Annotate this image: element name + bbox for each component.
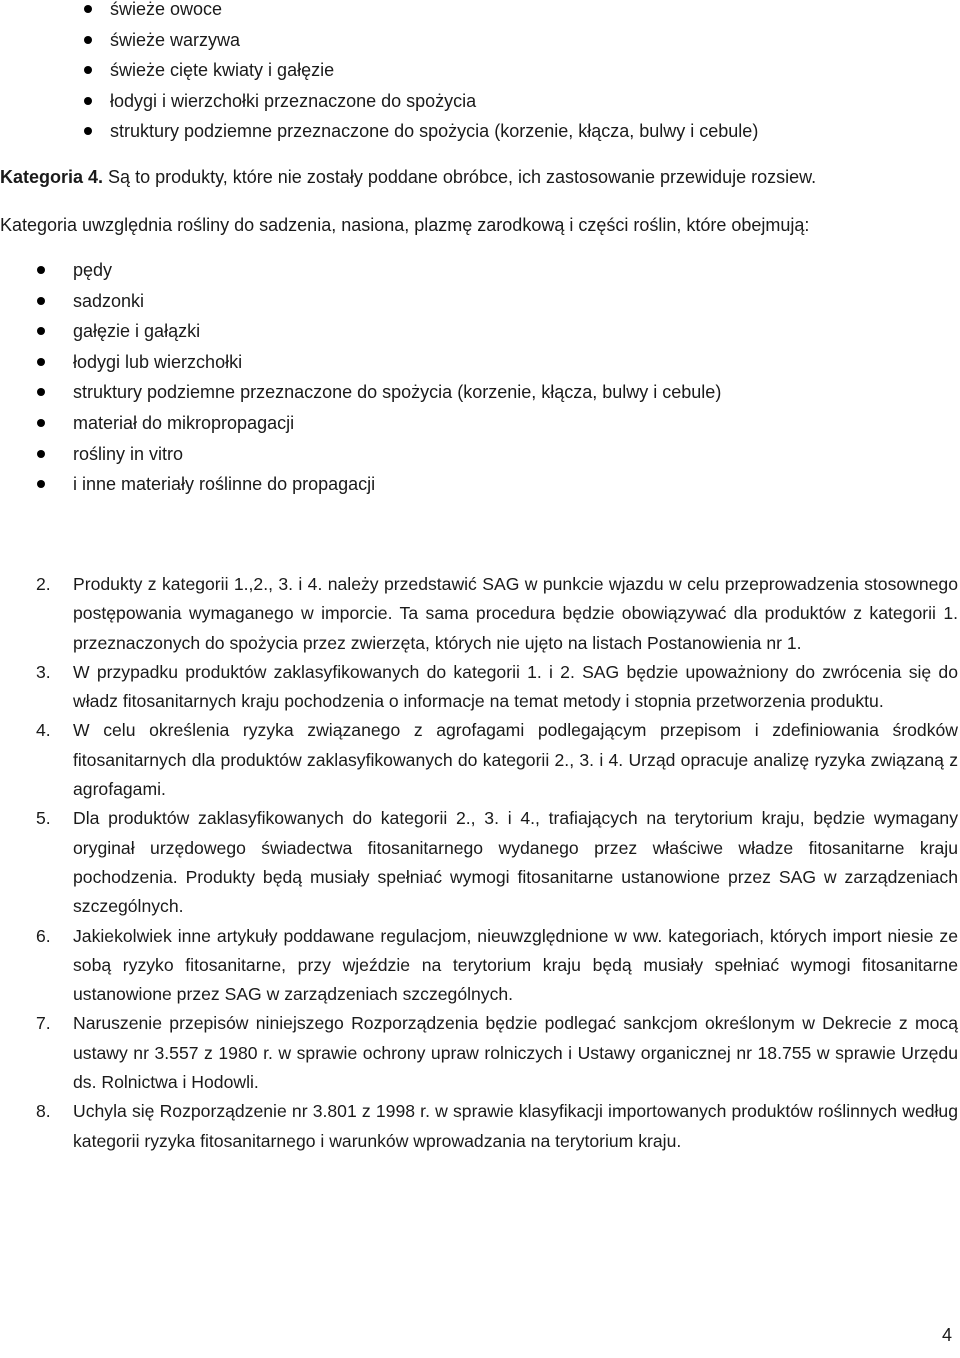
bullet-icon (84, 97, 92, 105)
bullet-icon (84, 127, 92, 135)
numbered-item (0, 1097, 958, 1156)
item-text: W przypadku produktów zaklasyfikowanych do kategorii 1. i 2. SAG będzie upoważniony do zwrócenia się do władz fitosanitarnych kraju pochodzenia o informacje na temat metody i stopnia przetworzenia produktu. (73, 661, 958, 712)
numbered-item (0, 804, 958, 921)
numbered-item (0, 570, 958, 658)
item-text: Naruszenie przepisów niniejszego Rozporządzenia będzie podlegać sankcjom określonym w Dekrecie z mocą ustawy nr 3.557 z 1980 r. w sprawie ochrony upraw rolniczych i Ustawy organicznej nr 18.755 w sprawie Urzędu ds. Rolnictwa i Hodowli. (73, 1013, 958, 1093)
bullet-icon (37, 327, 45, 335)
item-number: 4. (36, 720, 51, 741)
item-text: W celu określenia ryzyka związanego z agrofagami podlegającym przepisom i zdefiniowania środków fitosanitarnych dla produktów zaklasyfikowanych do kategorii 2., 3. i 4. Urząd opracuje analizę ryzyka związaną z agrofagami. (73, 720, 958, 800)
item-text: Dla produktów zaklasyfikowanych do kategorii 2., 3. i 4., trafiających na terytorium kraju, będzie wymagany oryginał urzędowego świadectwa fitosanitarnego wydanego przez właściwe władze fitosanitarne kraju pochodzenia. Produkty będą musiały spełniać wymogi fitosanitarne ustanowione przez SAG w zarządzeniach szczególnych. (73, 808, 958, 917)
bullet-icon (37, 266, 45, 274)
category4-description: Kategoria uwzględnia rośliny do sadzenia, nasiona, plazmę zarodkową i części roślin, które obejmują: (0, 215, 810, 235)
item-number: 8. (36, 1101, 51, 1122)
item-number: 7. (36, 1013, 51, 1034)
item-number: 5. (36, 808, 51, 829)
bullet-icon (37, 480, 45, 488)
page-number: 4 (941, 1325, 952, 1345)
item-text: Uchyla się Rozporządzenie nr 3.801 z 1998 r. w sprawie klasyfikacji importowanych produktów roślinnych według kategorii ryzyka fitosanitarnego i warunków wprowadzania na terytorium kraju. (73, 1101, 958, 1151)
category4-heading (0, 163, 956, 191)
bullet-icon (84, 66, 92, 74)
bullet-icon (37, 297, 45, 305)
document-page: świeże owoce świeże warzywa świeże cięte kwiaty i gałęzie łodygi i wierzchołki przeznaczone do spożycia struktury podziemne przeznaczone do spożycia (korzenie, kłącza, bulwy i cebule) Kategoria 4. Są to produkty, które nie zostały poddane obróbce, ich zastosowanie przewiduje rozsiew. Kategoria uwzględnia rośliny do sadzenia, nasiona, plazmę zarodkową i części roślin, które obejmują: pędy sadzonki gałęzie i gałązki łodygi lub wierzchołki struktury podziemne przeznaczone do spożycia (korzenie, kłącza, bulwy i cebule) materiał do mikropropagacji rośliny in vitro i inne materiały roślinne do propagacji 2. Produkty z kategorii 1.,2., 3. i 4. należy przedstawić SAG w punkcie wjazdu w celu przeprowadzenia stosownego postępowania wymaganego w imporcie. Ta sama procedura będzie obowiązywać dla produktów z kategorii 1. przeznaczonych do spożycia przez zwierzęta, których nie ujęto na listach Postanowienia nr 1. 3. W przypadku produktów zaklasyfikowanych do kategorii 1. i 2. SAG będzie upoważniony do zwrócenia się do władz fitosanitarnych kraju pochodzenia o informacje na temat metody i stopnia przetworzenia produktu. 4. W celu określenia ryzyka związanego z agrofagami podlegającym przepisom i zdefiniowania środków fitosanitarnych dla produktów zaklasyfikowanych do kategorii 2., 3. i 4. Urząd opracuje analizę ryzyka związaną z agrofagami. 5. Dla produktów zaklasyfikowanych do kategorii 2., 3. i 4., trafiających na terytorium kraju, będzie wymagany oryginał urzędowego świadectwa fitosanitarnego wydanego przez właściwe władze fitosanitarne kraju pochodzenia. Produkty będą musiały spełniać wymogi fitosanitarne ustanowione przez SAG w zarządzeniach szczególnych. 6. Jakiekolwiek inne artykuły poddawane regulacjom, nieuwzględnione w ww. kategoriach, których import niesie ze sobą ryzyko fitosanitarne, przy wjeździe na terytorium kraju będą musiały spełniać wymogi fitosanitarne ustanowione przez SAG w zarządzeniach szczególnych. 7. Naruszenie przepisów niniejszego Rozporządzenia będzie podlegać sankcjom określonym w Dekrecie z mocą ustawy nr 3.557 z 1980 r. w sprawie ochrony upraw rolniczych i Ustawy organicznej nr 18.755 w sprawie Urzędu ds. Rolnictwa i Hodowli. 8. Uchyla się Rozporządzenie nr 3.801 z 1998 r. w sprawie klasyfikacji importowanych produktów roślinnych według kategorii ryzyka fitosanitarnego i warunków wprowadzania na terytorium kraju. 4 (0, 0, 958, 1345)
item-number: 2. (36, 574, 51, 594)
bullet-icon (37, 450, 45, 458)
numbered-item (0, 716, 958, 804)
item-number: 6. (36, 925, 51, 946)
bullet-icon (84, 5, 92, 13)
item-text: Produkty z kategorii 1.,2., 3. i 4. należy przedstawić SAG w punkcie wjazdu w celu przeprowadzenia stosownego postępowania wymaganego w imporcie. Ta sama procedura będzie obowiązywać dla produktów z kategorii 1. przeznaczonych do spożycia przez zwierzęta, których nie ujęto na listach Postanowienia nr 1. (73, 574, 958, 653)
item-number: 3. (36, 661, 51, 682)
item-text: Jakiekolwiek inne artykuły poddawane regulacjom, nieuwzględnione w ww. kategoriach, których import niesie ze sobą ryzyko fitosanitarne, przy wjeździe na terytorium kraju będą musiały spełniać wymogi fitosanitarne ustanowione przez SAG w zarządzeniach szczególnych. (73, 925, 958, 1005)
bullet-icon (37, 419, 45, 427)
bullet-icon (37, 388, 45, 396)
numbered-item (0, 922, 958, 1010)
bullet-icon (84, 36, 92, 44)
bullet-icon (37, 358, 45, 366)
category4-label: Kategoria 4. (0, 167, 104, 187)
numbered-item (0, 658, 958, 717)
category4-text: Są to produkty, które nie zostały poddane obróbce, ich zastosowanie przewiduje rozsiew. (103, 167, 817, 187)
numbered-item (0, 1009, 958, 1097)
numbered-provisions-list (0, 570, 958, 1156)
